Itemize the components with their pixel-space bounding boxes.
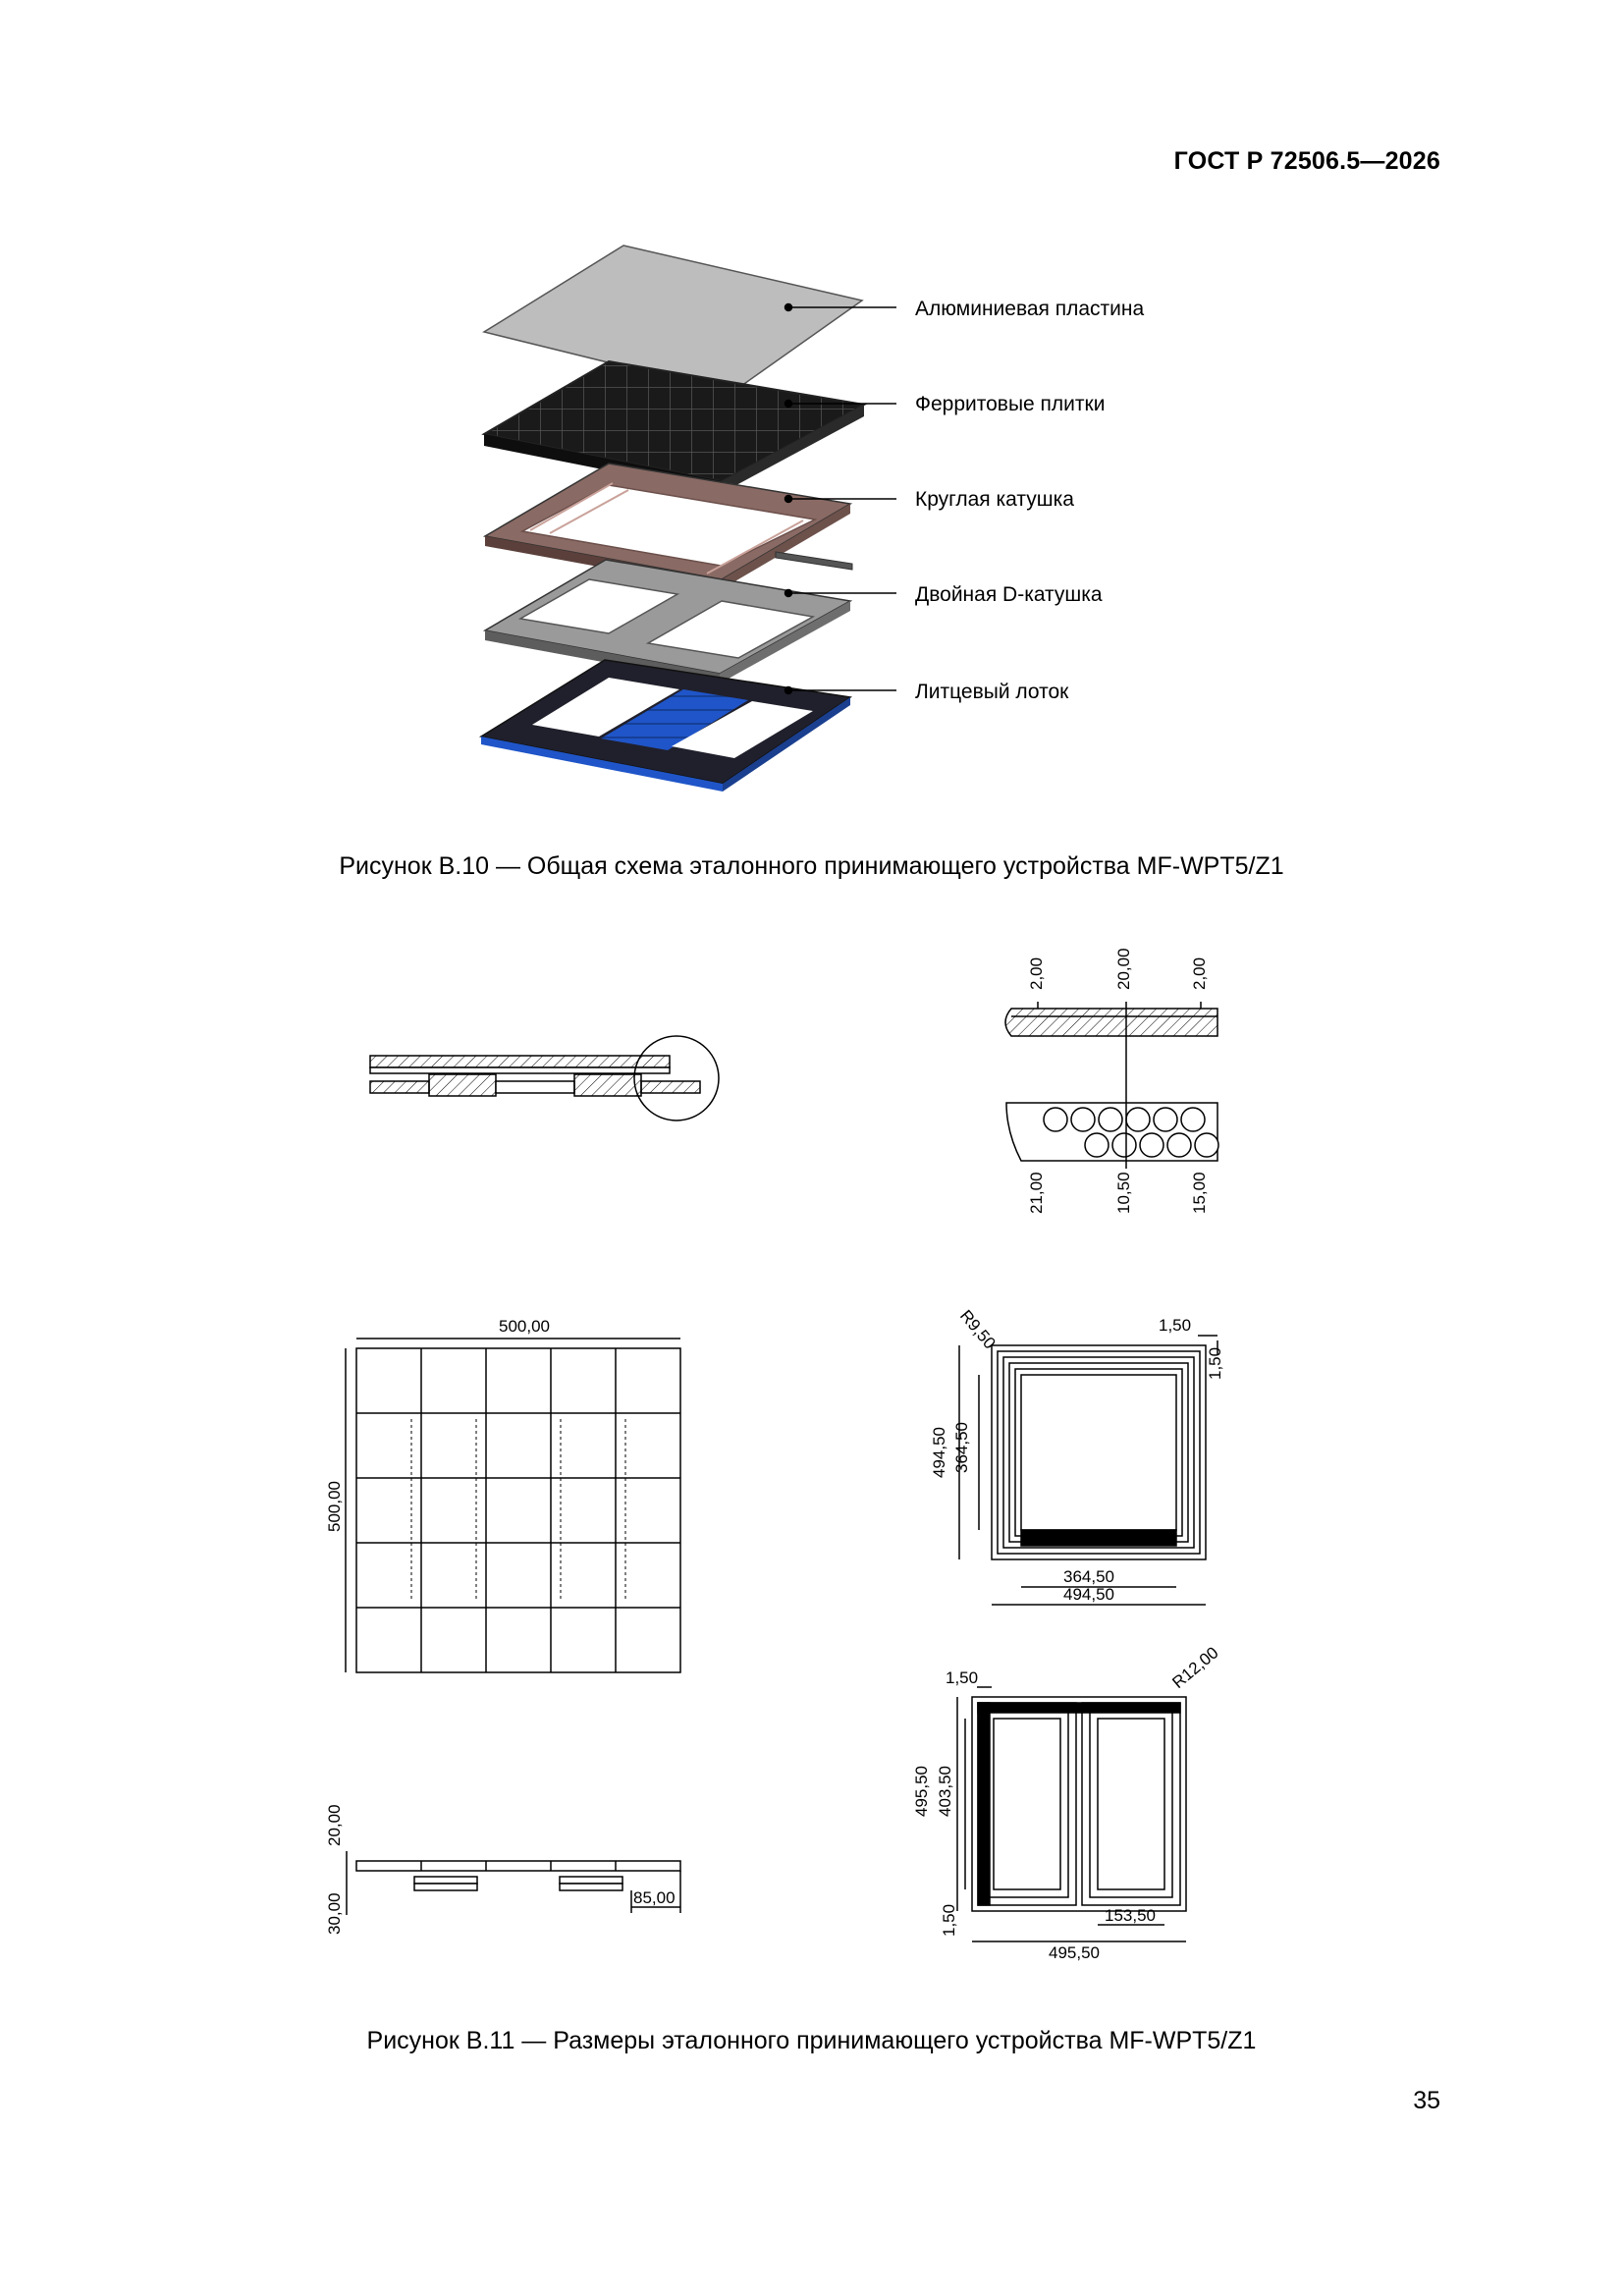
double-d-coil-layer — [485, 560, 850, 683]
label-aluminum-plate: Алюминиевая пластина — [915, 298, 1145, 320]
dim-circ-radius: R9,50 — [955, 1306, 1000, 1353]
dim-side-h1: 20,00 — [325, 1804, 344, 1846]
label-ferrite-tiles: Ферритовые плитки — [915, 393, 1106, 415]
detail-dim-labels — [1027, 948, 1209, 1214]
label-litz-tray: Литцевый лоток — [915, 681, 1069, 703]
figure-10-exploded-view — [0, 236, 1623, 805]
dim-circ-inner-w: 364,50 — [1063, 1567, 1114, 1586]
dim-dd-half-w: 153,50 — [1105, 1906, 1156, 1925]
dim-circ-gap-v: 1,50 — [1206, 1346, 1224, 1380]
ferrite-tiles-layer — [484, 361, 864, 493]
label-double-d-coil: Двойная D-катушка — [915, 583, 1103, 606]
litz-tray-layer — [481, 660, 850, 792]
dim-circ-outer-w: 494,50 — [1063, 1585, 1114, 1604]
dim-side-w: 85,00 — [633, 1888, 676, 1907]
circular-coil-plan — [959, 1336, 1217, 1605]
dim-dd-outer-w: 495,50 — [1049, 1943, 1100, 1962]
aluminum-plate — [484, 246, 862, 393]
dim-dd-bottom-gap: 1,50 — [940, 1903, 958, 1937]
dim-ferrite-height: 500,00 — [325, 1481, 344, 1532]
dim-dd-radius: R12,00 — [1168, 1643, 1222, 1693]
dim-dd-outer-h: 495,50 — [912, 1766, 931, 1817]
page-number: 35 — [1413, 2087, 1440, 2114]
dim-bot-mid: 10,50 — [1114, 1172, 1133, 1214]
figure-10-caption: Рисунок В.10 — Общая схема эталонного принимающего устройства MF-WPT5/Z1 — [339, 852, 1284, 880]
component-labels — [915, 298, 1145, 703]
detail-enlarged-view — [1005, 1002, 1218, 1169]
dim-circ-inner-h: 364,50 — [952, 1422, 971, 1473]
double-d-coil-plan — [957, 1687, 1186, 1941]
dim-top-left: 2,00 — [1027, 957, 1046, 990]
dim-side-h2: 30,00 — [325, 1892, 344, 1935]
dim-dd-inner-h: 403,50 — [936, 1766, 954, 1817]
document-header: ГОСТ Р 72506.5—2026 — [1173, 147, 1440, 175]
figure-11-dimensions — [0, 943, 1623, 1984]
side-view — [347, 1851, 680, 1915]
label-circular-coil: Круглая катушка — [915, 488, 1074, 511]
ferrite-grid-plan — [346, 1339, 680, 1672]
dim-ferrite-width: 500,00 — [499, 1317, 550, 1336]
dim-dd-top-gap: 1,50 — [946, 1668, 979, 1687]
dim-circ-gap-h: 1,50 — [1159, 1316, 1192, 1335]
dim-bot-left: 21,00 — [1027, 1172, 1046, 1214]
figure-11-caption: Рисунок В.11 — Размеры эталонного принимающего устройства MF-WPT5/Z1 — [366, 2027, 1257, 2054]
dim-circ-outer-h: 494,50 — [930, 1427, 948, 1478]
dim-top-right: 2,00 — [1190, 957, 1209, 990]
dim-bot-right: 15,00 — [1190, 1172, 1209, 1214]
dim-top-mid: 20,00 — [1114, 948, 1133, 990]
cross-section-view — [370, 1036, 719, 1121]
